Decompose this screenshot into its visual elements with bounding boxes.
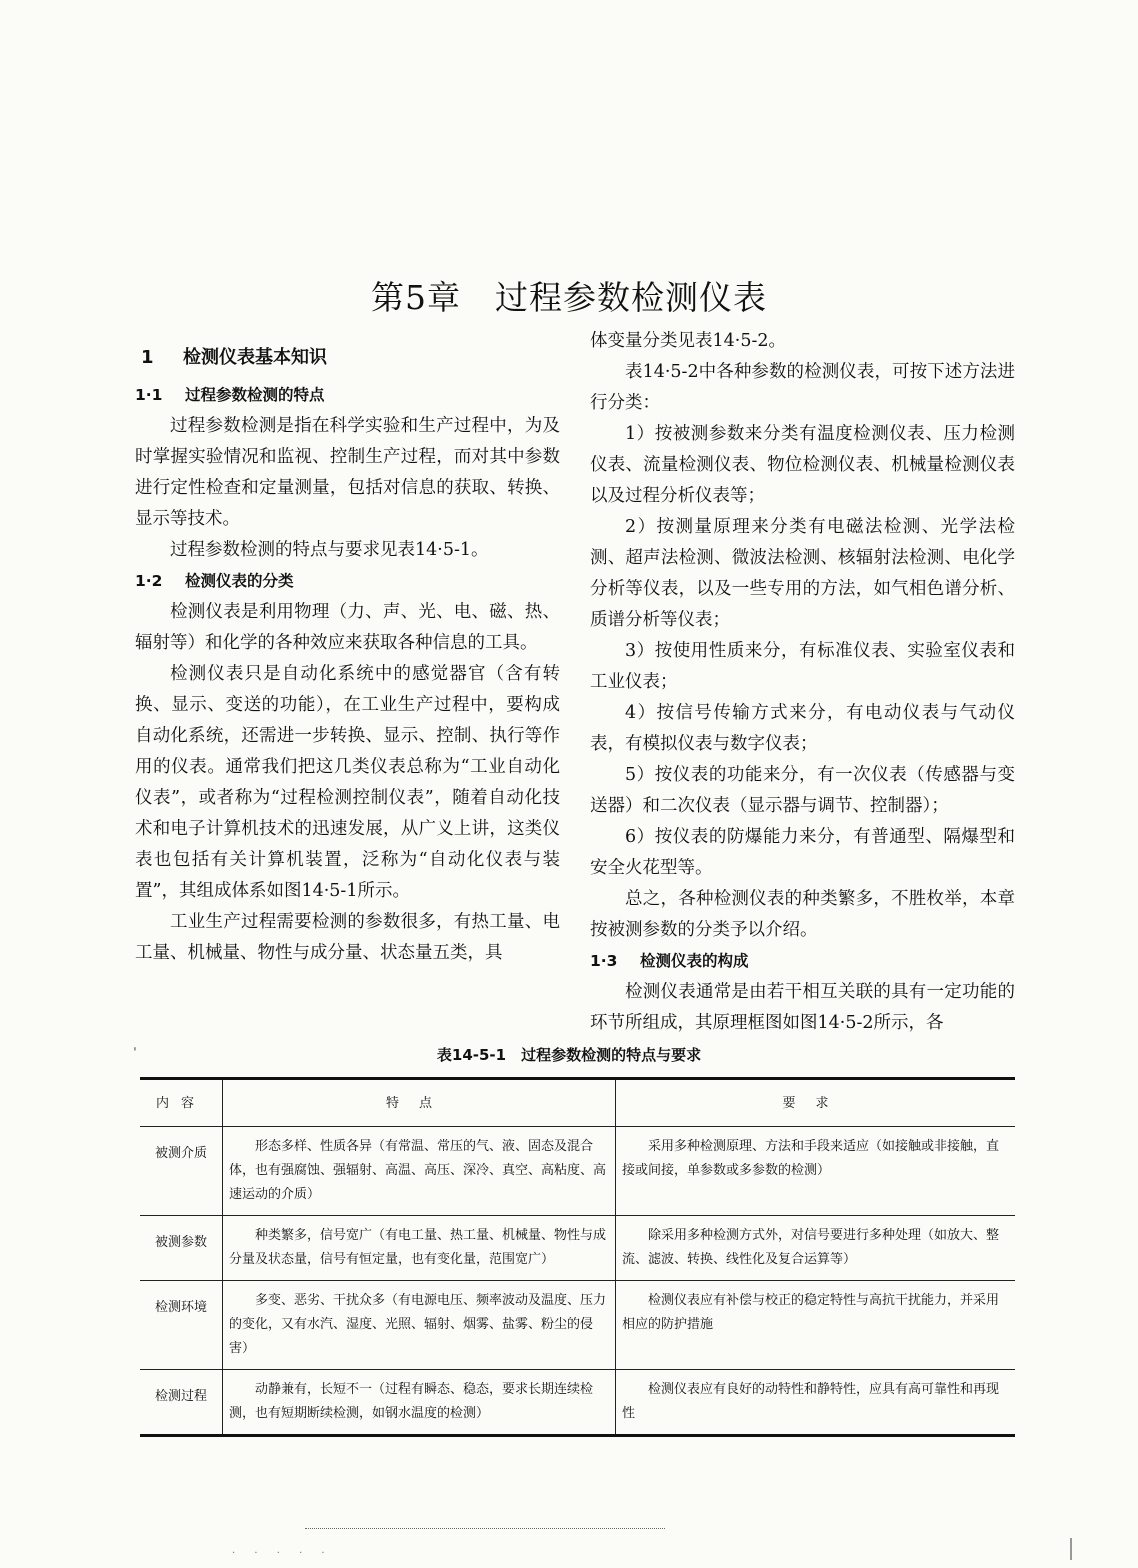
table-row: [140, 1127, 1015, 1216]
row-item: 被测参数: [140, 1216, 223, 1281]
row-requirement: 采用多种检测原理、方法和手段来适应（如接触或非接触，直接或间接，单参数或多参数的检测）: [616, 1127, 1016, 1216]
scan-artifact-specks: · · · · ·: [232, 1548, 333, 1559]
right-column: [590, 326, 1015, 1039]
chapter-title: 第5章 过程参数检测仪表: [371, 278, 767, 318]
left-column: [135, 340, 560, 969]
paragraph: 检测仪表通常是由若干相互关联的具有一定功能的环节所组成，其原理框图如图14·5-2所示，各: [590, 982, 1015, 1033]
row-item: 检测过程: [140, 1370, 223, 1436]
scan-edge-mark: [1070, 1538, 1086, 1560]
list-item: 4）按信号传输方式来分，有电动仪表与气动仪表，有模拟仪表与数字仪表；: [590, 703, 1015, 754]
scan-artifact-line: [305, 1528, 665, 1529]
spec-table: [140, 1077, 1015, 1437]
table-header-row: [140, 1079, 1015, 1127]
list-item: 5）按仪表的功能来分，有一次仪表（传感器与变送器）和二次仪表（显示器与调节、控制器）；: [590, 765, 1015, 816]
paragraph: 过程参数检测是指在科学实验和生产过程中，为及时掌握实验情况和监视、控制生产过程，而对其中参数进行定性检查和定量测量，包括对信息的获取、转换、显示等技术。: [135, 416, 560, 529]
row-requirement: 检测仪表应有良好的动特性和静特性，应具有高可靠性和再现性: [616, 1370, 1016, 1436]
paragraph: 表14·5-2中各种参数的检测仪表，可按下述方法进行分类：: [590, 362, 1015, 413]
table-row: [140, 1216, 1015, 1281]
paragraph: 检测仪表只是自动化系统中的感觉器官（含有转换、显示、变送的功能），在工业生产过程中，要构成自动化系统，还需进一步转换、显示、控制、执行等作用的仪表。通常我们把这几类仪表总称为“工业自动化仪表”，或者称为“过程检测控制仪表”，随着自动化技术和电子计算机技术的迅速发展，从广义上讲，这类仪表也包括有关计算机装置，泛称为“自动化仪表与装置”，其组成体系如图14·5-1所示。: [135, 664, 560, 901]
row-feature: 种类繁多，信号宽广（有电工量、热工量、机械量、物性与成分量及状态量，信号有恒定量，也有变化量，范围宽广）: [223, 1216, 616, 1281]
paragraph: 体变量分类见表14·5-2。: [590, 331, 787, 351]
table-row: [140, 1281, 1015, 1370]
table-row: [140, 1370, 1015, 1436]
table-caption: 表14-5-1 过程参数检测的特点与要求: [436, 1046, 702, 1064]
list-item: 6）按仪表的防爆能力来分，有普通型、隔爆型和安全火花型等。: [590, 827, 1015, 878]
section-heading-1-3: 1·3 检测仪表的构成: [590, 952, 749, 970]
scan-mark: ˈ: [133, 1046, 137, 1062]
paragraph: 过程参数检测的特点与要求见表14·5-1。: [170, 540, 489, 560]
row-feature: 动静兼有，长短不一（过程有瞬态、稳态，要求长期连续检测，也有短期断续检测，如钢水温度的检测）: [223, 1370, 616, 1436]
section-heading-1-2: 1·2 检测仪表的分类: [135, 572, 294, 590]
paragraph: 工业生产过程需要检测的参数很多，有热工量、电工量、机械量、物性与成分量、状态量五类，具: [135, 912, 560, 963]
header-item: 内容: [140, 1079, 223, 1127]
row-requirement: 除采用多种检测方式外，对信号要进行多种处理（如放大、整流、滤波、转换、线性化及复合运算等）: [616, 1216, 1016, 1281]
row-feature: 形态多样、性质各异（有常温、常压的气、液、固态及混合体，也有强腐蚀、强辐射、高温、高压、深冷、真空、高粘度、高速运动的介质）: [223, 1127, 616, 1216]
row-feature: 多变、恶劣、干扰众多（有电源电压、频率波动及温度、压力的变化，又有水汽、湿度、光照、辐射、烟雾、盐雾、粉尘的侵害）: [223, 1281, 616, 1370]
row-item: 被测介质: [140, 1127, 223, 1216]
list-item: 1）按被测参数来分类有温度检测仪表、压力检测仪表、流量检测仪表、物位检测仪表、机械量检测仪表以及过程分析仪表等；: [590, 424, 1015, 506]
section-heading-1-1: 1·1 过程参数检测的特点: [135, 386, 325, 404]
row-requirement: 检测仪表应有补偿与校正的稳定特性与高抗干扰能力，并采用相应的防护措施: [616, 1281, 1016, 1370]
row-item: 检测环境: [140, 1281, 223, 1370]
paragraph: 总之，各种检测仪表的种类繁多，不胜枚举，本章按被测参数的分类予以介绍。: [590, 889, 1015, 940]
list-item: 3）按使用性质来分，有标准仪表、实验室仪表和工业仪表；: [590, 641, 1015, 692]
header-requirement: 要求: [616, 1079, 1016, 1127]
list-item: 2）按测量原理来分类有电磁法检测、光学法检测、超声法检测、微波法检测、核辐射法检测、电化学分析等仪表，以及一些专用的方法，如气相色谱分析、质谱分析等仪表；: [590, 517, 1015, 630]
section-heading-1: 1 检测仪表基本知识: [141, 347, 327, 368]
paragraph: 检测仪表是利用物理（力、声、光、电、磁、热、辐射等）和化学的各种效应来获取各种信息的工具。: [135, 602, 560, 653]
header-feature: 特点: [223, 1079, 616, 1127]
